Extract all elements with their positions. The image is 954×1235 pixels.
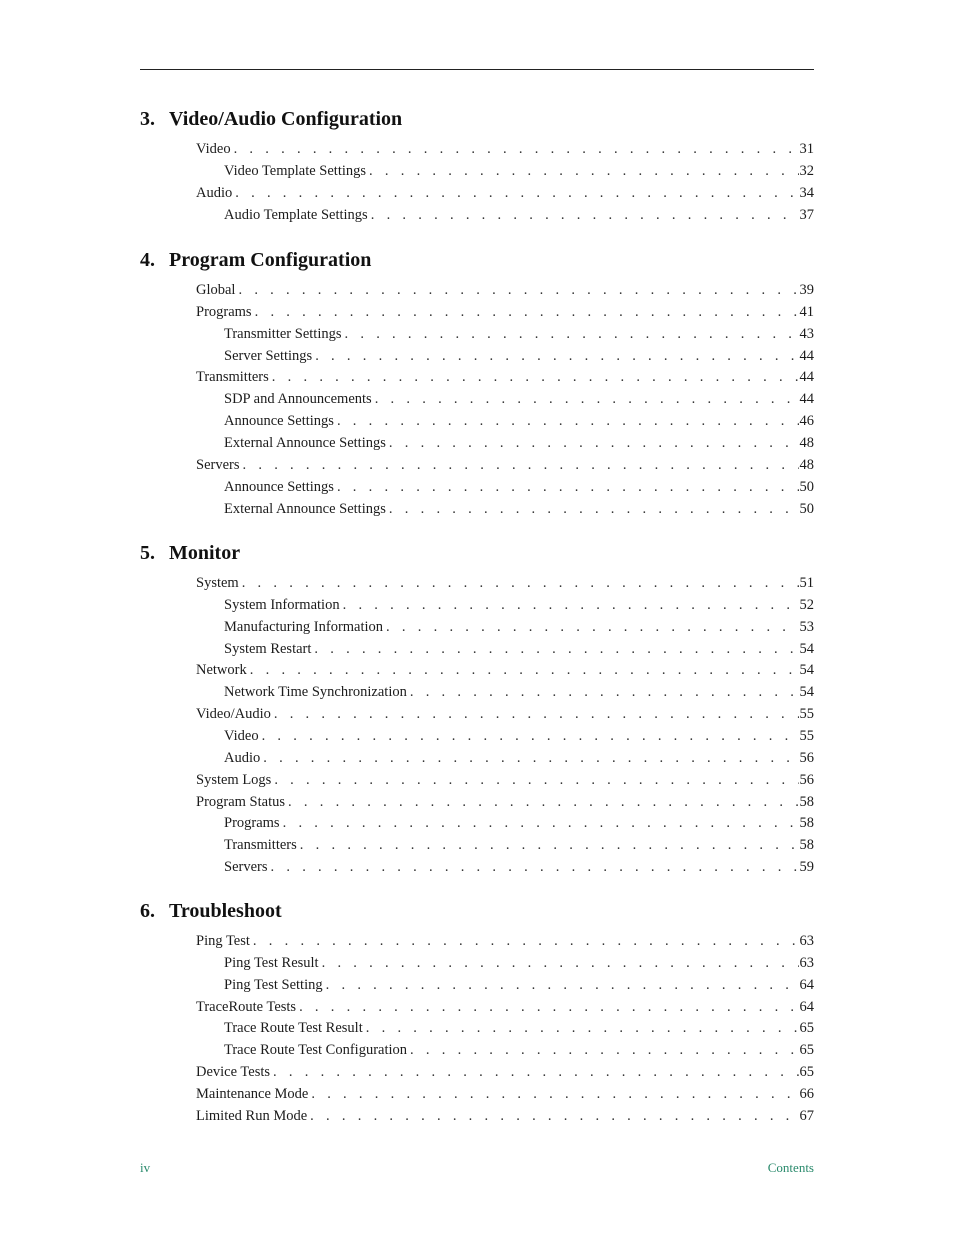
toc-entry-page-number: 64 [799,998,814,1015]
section-title: Program Configuration [169,249,372,271]
section-number: 6. [140,900,155,922]
toc-entry-title: System [196,575,239,591]
toc-entry[interactable] [224,639,814,659]
toc-entry-page-number: 53 [799,618,814,635]
dot-leader [315,346,798,366]
section-heading [140,248,371,272]
toc-entry-title: Maintenance Mode [196,1085,309,1102]
toc-entry[interactable] [224,813,814,833]
section-number: 5. [140,542,155,564]
toc-entry[interactable] [224,975,814,995]
toc-entry[interactable] [196,139,814,159]
toc-entry[interactable] [224,857,814,877]
toc-entry-title: External Announce Settings [224,500,386,517]
toc-entry[interactable] [224,324,814,344]
toc-entry[interactable] [196,183,814,203]
toc-entry[interactable] [196,704,814,724]
toc-entry-title: Limited Run Mode [196,1107,308,1124]
toc-entry-title: Ping Test Result [224,954,319,971]
section-heading [140,107,402,131]
dot-leader [271,857,799,877]
toc-entry-title: Video [224,727,259,744]
toc-entry-title: Announce Settings [224,478,334,495]
footer-section-label: Contents [767,1160,814,1175]
toc-entry-page-number: 66 [799,1085,814,1102]
toc-entry-page-number: 51 [799,575,814,591]
toc-entry-page-number: 63 [799,954,814,971]
dot-leader [322,953,799,973]
toc-entry-title: Announce Settings [224,413,334,430]
toc-entry[interactable] [224,205,814,225]
toc-entry-title: Network Time Synchronization [224,684,407,701]
dot-leader [274,704,799,724]
toc-entry-page-number: 55 [799,727,814,744]
toc-entry-title: Trace Route Test Configuration [224,1042,408,1059]
toc-entry[interactable] [196,367,814,387]
toc-entry[interactable] [224,682,814,702]
toc-entry-title: Audio [224,749,261,766]
toc-entry-page-number: 54 [799,662,814,679]
toc-entry-title: Transmitters [196,369,269,386]
dot-leader [274,770,798,790]
toc-entry-page-number: 56 [799,749,814,766]
dot-leader [410,682,799,702]
toc-entry-title: Video [196,141,231,157]
dot-leader [389,433,799,453]
toc-entry-title: Video/Audio [196,706,271,723]
toc-entry-page-number: 58 [799,793,814,810]
section-number: 3. [140,108,155,130]
toc-entry[interactable] [196,573,814,593]
toc-entry-page-number: 58 [799,815,814,832]
toc-entry-page-number: 44 [799,391,814,408]
toc-entry-title: SDP and Announcements [224,391,372,408]
dot-leader [283,813,799,833]
dot-leader [253,931,799,951]
dot-leader [369,161,798,181]
toc-entry-title: Device Tests [196,1064,271,1081]
dot-leader [299,997,798,1017]
toc-entry[interactable] [224,499,814,519]
section-title: Monitor [169,542,241,564]
dot-leader [410,1040,798,1060]
toc-entry-title: Ping Test [196,933,250,949]
toc-entry-title: Trace Route Test Result [224,1020,363,1037]
toc-entry-page-number: 56 [799,771,814,788]
toc-entry[interactable] [224,748,814,768]
dot-leader [310,1106,798,1126]
toc-entry-title: Global [196,282,236,298]
dot-leader [345,324,799,344]
toc-entry-page-number: 39 [799,282,814,298]
toc-entry-title: System Information [224,596,340,613]
toc-entry[interactable] [196,931,814,951]
dot-leader [242,573,799,593]
toc-entry-title: External Announce Settings [224,434,386,451]
toc-entry[interactable] [224,1040,814,1060]
toc-entry-title: Network [196,662,247,679]
toc-entry-page-number: 65 [799,1020,814,1037]
toc-entry-page-number: 54 [799,684,814,701]
toc-entry-page-number: 37 [799,206,814,223]
toc-entry[interactable] [196,1084,814,1104]
toc-entry[interactable] [224,411,814,431]
dot-leader [326,975,799,995]
dot-leader [262,726,799,746]
table-of-contents [140,0,814,1235]
dot-leader [243,455,799,475]
dot-leader [288,792,798,812]
toc-entry-title: Servers [196,456,240,473]
toc-entry-page-number: 41 [799,303,814,320]
toc-entry-page-number: 67 [799,1107,814,1124]
toc-entry-title: Server Settings [224,347,313,364]
toc-entry-page-number: 55 [799,706,814,723]
toc-entry-page-number: 31 [799,141,814,157]
dot-leader [386,617,798,637]
dot-leader [314,639,798,659]
toc-entry-page-number: 52 [799,596,814,613]
toc-entry[interactable] [196,997,814,1017]
toc-entry-page-number: 32 [799,162,814,179]
toc-entry[interactable] [196,1062,814,1082]
toc-entry-page-number: 54 [799,640,814,657]
toc-entry[interactable] [224,433,814,453]
toc-entry-page-number: 63 [799,933,814,949]
toc-entry[interactable] [196,280,814,300]
dot-leader [375,389,799,409]
dot-leader [255,302,799,322]
toc-entry-page-number: 50 [799,500,814,517]
dot-leader [343,595,799,615]
footer-page-number: iv [140,1160,151,1175]
toc-entry-title: System Logs [196,771,272,788]
toc-entry[interactable] [196,302,814,322]
section-number: 4. [140,249,155,271]
toc-entry-page-number: 44 [799,369,814,386]
toc-entry-page-number: 48 [799,434,814,451]
toc-entry[interactable] [224,161,814,181]
dot-leader [235,183,798,203]
dot-leader [263,748,798,768]
toc-entry-page-number: 65 [799,1042,814,1059]
section-heading [140,899,282,923]
dot-leader [311,1084,798,1104]
toc-entry[interactable] [196,455,814,475]
toc-entry-title: TraceRoute Tests [196,998,297,1015]
toc-entry-page-number: 58 [799,837,814,854]
toc-entry[interactable] [196,792,814,812]
toc-entry-title: Programs [196,303,252,320]
toc-entry[interactable] [224,835,814,855]
toc-entry-page-number: 44 [799,347,814,364]
toc-entry-page-number: 34 [799,184,814,201]
toc-entry-title: Programs [224,815,280,832]
dot-leader [371,205,799,225]
toc-entry-title: Transmitters [224,837,297,854]
toc-entry[interactable] [224,477,814,497]
dot-leader [366,1018,799,1038]
dot-leader [300,835,799,855]
toc-entry-page-number: 48 [799,456,814,473]
toc-entry-title: Transmitter Settings [224,325,342,342]
toc-entry[interactable] [224,726,814,746]
section-title: Troubleshoot [169,900,282,922]
toc-entry[interactable] [196,1106,814,1126]
toc-entry-title: Video Template Settings [224,162,367,179]
toc-entry[interactable] [224,346,814,366]
toc-entry-title: Audio [196,184,233,201]
dot-leader [234,139,799,159]
toc-entry-title: Manufacturing Information [224,618,384,635]
dot-leader [337,477,799,497]
toc-entry-title: Program Status [196,793,286,810]
toc-entry-title: Ping Test Setting [224,976,323,993]
toc-entry-title: Servers [224,859,268,876]
toc-entry-title: Audio Template Settings [224,206,368,223]
dot-leader [238,280,798,300]
toc-entry-page-number: 50 [799,478,814,495]
toc-entry[interactable] [224,953,814,973]
toc-entry[interactable] [224,617,814,637]
toc-entry-title: System Restart [224,640,312,657]
toc-entry-page-number: 46 [799,413,814,430]
section-heading [140,541,240,565]
toc-entry-page-number: 59 [799,859,814,876]
toc-entry[interactable] [196,660,814,680]
toc-entry[interactable] [224,389,814,409]
toc-entry-page-number: 65 [799,1064,814,1081]
toc-entry[interactable] [224,595,814,615]
dot-leader [337,411,799,431]
toc-entry-page-number: 43 [799,325,814,342]
dot-leader [272,367,799,387]
section-title: Video/Audio Configuration [169,108,403,130]
dot-leader [389,499,799,519]
dot-leader [273,1062,798,1082]
toc-entry[interactable] [224,1018,814,1038]
toc-entry-page-number: 64 [799,976,814,993]
dot-leader [250,660,799,680]
toc-entry[interactable] [196,770,814,790]
